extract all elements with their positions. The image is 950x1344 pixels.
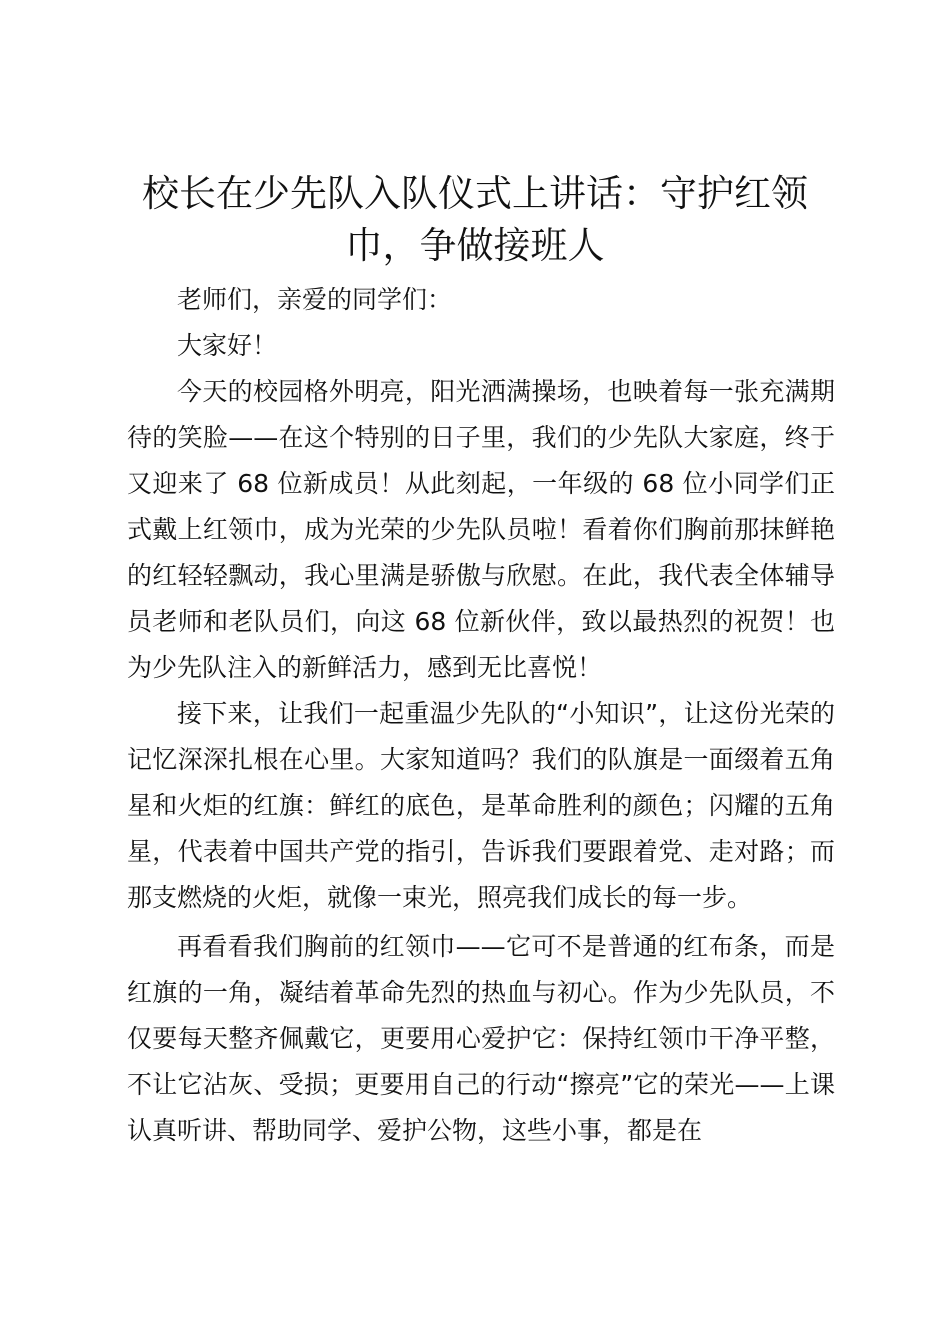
greeting-paragraph: 大家好！ xyxy=(177,331,278,360)
body-paragraph: 今天的校园格外明亮，阳光洒满操场，也映着每一张充满期待的笑脸——在这个特别的日子里，我们的少先队大家庭，终于又迎来了 68 位新成员！从此刻起，一年级的 68 位小同学们正式戴上红领巾，成为光荣的少先队员啦！看着你们胸前那抹鲜艳的红轻轻飘动，我心里满是骄傲与欣慰。在此，我代表全体辅导员老师和老队员们，向这 68 位新伙伴，致以最热烈的祝贺！也为少先队注入的新鲜活力，感到无比喜悦！ xyxy=(127,377,835,682)
document-body xyxy=(127,277,835,1154)
salutation-paragraph: 老师们，亲爱的同学们： xyxy=(177,285,453,314)
document-title: 校长在少先队入队仪式上讲话：守护红领巾，争做接班人 xyxy=(142,172,808,267)
body-paragraph: 接下来，让我们一起重温少先队的“小知识”，让这份光荣的记忆深深扎根在心里。大家知道吗？我们的队旗是一面缀着五角星和火炬的红旗：鲜红的底色，是革命胜利的颜色；闪耀的五角星，代表着中国共产党的指引，告诉我们要跟着党、走对路；而那支燃烧的火炬，就像一束光，照亮我们成长的每一步。 xyxy=(127,699,835,912)
body-paragraph: 再看看我们胸前的红领巾——它可不是普通的红布条，而是红旗的一角，凝结着革命先烈的热血与初心。作为少先队员，不仅要每天整齐佩戴它，更要用心爱护它：保持红领巾干净平整，不让它沾灰、受损；更要用自己的行动“擦亮”它的荣光——上课认真听讲、帮助同学、爱护公物，这些小事，都是在 xyxy=(127,932,835,1145)
